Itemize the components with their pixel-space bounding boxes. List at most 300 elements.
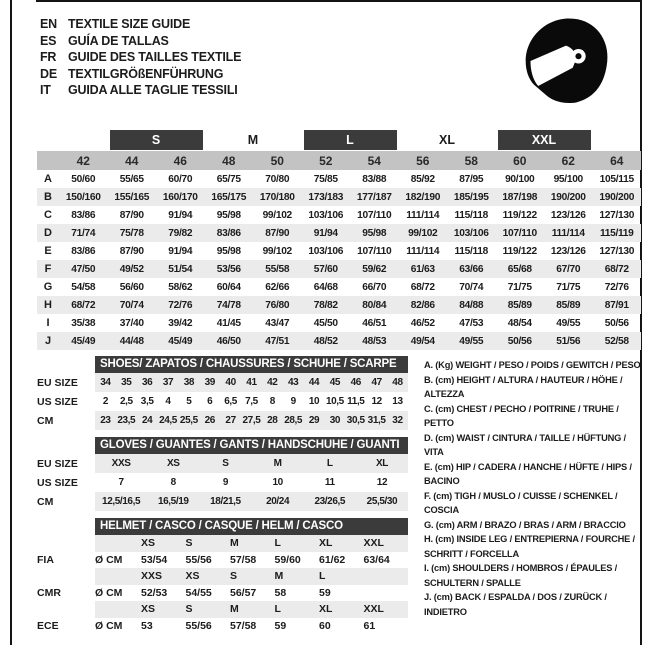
size-cell: 32 — [392, 415, 403, 426]
size-cell: 41 — [246, 377, 257, 388]
measurement-cell: 190/200 — [599, 191, 635, 203]
measurement-cell: 65/68 — [507, 263, 532, 275]
size-cell: 24 — [141, 415, 153, 426]
language-title: GUÍA DE TALLAS — [68, 33, 169, 48]
size-number-cell: 54 — [367, 153, 381, 168]
size-cell: XXS — [111, 458, 131, 469]
row-letter: C — [44, 209, 52, 221]
language-row — [40, 16, 241, 33]
measurement-cell: 57/60 — [313, 263, 338, 275]
measurement-cell: 95/98 — [216, 245, 241, 257]
measurement-cell: 185/195 — [453, 191, 489, 203]
section-rows — [37, 454, 408, 511]
row-letter: H — [44, 299, 52, 311]
size-number-cell: 44 — [125, 153, 139, 168]
row-label: CM — [37, 414, 54, 427]
size-cell: S — [185, 537, 193, 550]
size-cell: XL — [375, 458, 388, 469]
size-cell: 59 — [274, 619, 287, 632]
measurement-cell: 37/40 — [119, 317, 144, 329]
size-cell: 27 — [225, 415, 236, 426]
size-cell: 6,5 — [224, 396, 237, 407]
measurement-cell: 48/53 — [362, 335, 387, 347]
size-cell: 10,5 — [325, 396, 344, 407]
row-letter: B — [44, 191, 52, 203]
measurement-cell: 95/98 — [362, 227, 387, 239]
size-cell: 16,5/19 — [157, 496, 189, 507]
measurement-cell: 85/92 — [410, 173, 435, 185]
measurement-cell: 111/114 — [551, 227, 585, 239]
language-title: GUIDE DES TAILLES TEXTILE — [68, 50, 242, 64]
row-letter: D — [44, 227, 52, 239]
size-number-cell: 56 — [416, 153, 430, 168]
size-cell: 53/54 — [141, 553, 168, 566]
size-cell: 43 — [288, 377, 299, 388]
size-cell: 12,5/16,5 — [102, 496, 141, 507]
size-cell: XXL — [363, 537, 384, 550]
gloves-section-title: GLOVES / GUANTES / GANTS / HANDSCHUHE / GUANTI — [95, 437, 408, 454]
size-cell: XS — [141, 603, 156, 616]
measurement-cell: 45/49 — [168, 335, 193, 347]
size-cell: M — [230, 537, 239, 550]
measurement-cell: 46/52 — [410, 317, 435, 329]
size-cell: 27,5 — [242, 415, 261, 426]
measurement-cell: 47/53 — [459, 317, 484, 329]
measurement-cell: 95/100 — [553, 173, 583, 185]
row-label: US SIZE — [37, 476, 78, 489]
size-cell: 5 — [186, 396, 192, 407]
size-row — [37, 392, 408, 411]
size-cell: 63/64 — [363, 553, 390, 566]
measurement-cell: 51/56 — [556, 335, 581, 347]
size-cell: 2 — [102, 396, 109, 407]
section-rows — [37, 535, 408, 634]
gloves-section — [37, 437, 408, 511]
shoes-section-title: SHOES/ ZAPATOS / CHAUSSURES / SCHUHE / SCARPE — [95, 356, 408, 373]
size-cell: 23,5 — [117, 415, 136, 426]
measurement-cell: 47/51 — [265, 335, 290, 347]
measurement-cell: 182/190 — [405, 191, 441, 203]
measurement-cell: 95/98 — [216, 209, 241, 221]
row-label: ECE — [37, 619, 59, 632]
size-cell: S — [230, 570, 238, 583]
size-cell: 3,5 — [140, 396, 154, 407]
left-border-line — [10, 0, 12, 645]
measurement-cell: 91/94 — [168, 245, 193, 257]
measurement-cell: 160/170 — [162, 191, 198, 203]
measurement-cell: 43/47 — [265, 317, 290, 329]
row-values — [95, 473, 408, 492]
size-cell: 10 — [272, 477, 283, 488]
row-label: EU SIZE — [37, 376, 78, 389]
size-cell: XXL — [363, 603, 384, 616]
size-cell: 47 — [371, 377, 382, 388]
size-number-row — [37, 151, 641, 170]
size-cell: M — [274, 570, 284, 583]
legend-item: C. (cm) CHEST / PECHO / POITRINE / TRUHE / PETTO — [424, 403, 619, 428]
measurement-cell: 44/48 — [119, 335, 144, 347]
measurement-row — [37, 188, 641, 206]
measurement-cell: 75/78 — [119, 227, 144, 239]
legend-item: J. (cm) BACK / ESPALDA / DOS / ZURÜCK / INDIETRO — [424, 592, 607, 617]
size-cell: 8 — [170, 477, 176, 488]
size-cell: 38 — [183, 377, 195, 388]
measurement-cell: 173/183 — [308, 191, 344, 203]
measurement-cell: 155/165 — [114, 191, 150, 203]
size-number-cell: 58 — [464, 153, 478, 168]
measurement-cell: 61/63 — [410, 263, 435, 275]
measurement-cell: 54/58 — [71, 281, 96, 293]
measurement-cell: 72/76 — [168, 299, 193, 311]
measurement-cell: 60/70 — [168, 173, 193, 185]
measurement-cell: 72/76 — [604, 281, 629, 293]
measurement-cell: 91/94 — [313, 227, 338, 239]
size-cell: 45 — [329, 377, 341, 388]
size-cell: 26 — [204, 415, 215, 426]
size-cell: 11,5 — [347, 396, 365, 407]
size-cell: 4 — [165, 396, 171, 407]
top-border-line — [36, 0, 642, 2]
size-cell: 12 — [376, 477, 388, 488]
measurement-row — [37, 224, 641, 242]
measurement-cell: 103/106 — [453, 227, 489, 239]
size-row — [37, 373, 408, 392]
measurement-row — [37, 314, 641, 332]
row-values — [95, 585, 408, 602]
legend-item: H. (cm) INSIDE LEG / ENTREPIERNA / FOURCHE / SCHRITT / FORCELLA — [424, 534, 635, 559]
unit-cell: Ø CM — [95, 553, 123, 566]
measurement-cell: 35/38 — [71, 317, 96, 329]
measurement-cell: 70/74 — [459, 281, 484, 293]
size-cell: 25,5/30 — [366, 496, 398, 507]
measurement-cell: 80/84 — [362, 299, 387, 311]
language-code: ES — [40, 33, 57, 48]
measurement-row — [37, 242, 641, 260]
language-row — [40, 33, 241, 50]
size-cell: 53 — [141, 619, 153, 632]
size-cell: 44 — [308, 377, 320, 388]
measurement-cell: 83/86 — [71, 245, 96, 257]
measurement-cell: 48/52 — [313, 335, 338, 347]
measurement-cell: 111/114 — [406, 209, 440, 221]
size-number-cell: 52 — [319, 153, 333, 168]
measurement-cell: 68/72 — [410, 281, 435, 293]
language-row — [40, 82, 241, 99]
size-cell: 20/24 — [266, 496, 290, 507]
measurement-cell: 70/74 — [119, 299, 144, 311]
size-cell: 61/62 — [319, 553, 346, 566]
measurement-cell: 190/200 — [550, 191, 586, 203]
measurement-cell: 103/106 — [308, 245, 344, 257]
measurement-cell: 91/94 — [168, 209, 193, 221]
helmet-size-row — [37, 568, 408, 585]
helmet-size-row — [37, 618, 408, 635]
size-cell: 34 — [100, 377, 111, 388]
size-cell: 35 — [121, 377, 132, 388]
measurement-cell: 70/80 — [265, 173, 290, 185]
size-cell: XXS — [141, 570, 163, 583]
measurement-cell: 71/74 — [71, 227, 96, 239]
size-cell: 55/56 — [185, 553, 212, 566]
row-values — [95, 552, 408, 569]
language-list — [40, 16, 241, 99]
measurement-cell: 65/75 — [216, 173, 241, 185]
measurement-cell: 83/86 — [216, 227, 241, 239]
size-cell: M — [230, 603, 239, 616]
measurement-cell: 59/62 — [362, 263, 387, 275]
row-label: CM — [37, 495, 54, 508]
size-number-cell: 62 — [561, 153, 575, 168]
size-cell: 55/56 — [185, 619, 212, 632]
row-letter: E — [44, 245, 52, 257]
measurement-cell: 58/62 — [168, 281, 193, 293]
legend-list — [424, 358, 643, 619]
language-code: IT — [40, 83, 51, 97]
measurement-cell: 85/89 — [556, 299, 581, 311]
measurement-cell: 87/90 — [119, 245, 144, 257]
measurement-cell: 111/114 — [406, 245, 440, 257]
row-values — [95, 454, 408, 473]
measurement-cell: 83/86 — [71, 209, 96, 221]
size-number-cell: 46 — [173, 153, 187, 168]
legend-item: E. (cm) HIP / CADERA / HANCHE / HÜFTE / HIPS / BACINO — [424, 461, 632, 486]
size-cell: 58 — [274, 586, 287, 599]
racing-helmet-icon — [516, 14, 616, 110]
size-cell: L — [274, 537, 281, 550]
size-cell: 10 — [308, 396, 320, 407]
measurement-cell: 115/118 — [454, 209, 489, 221]
legend-item: D. (cm) WAIST / CINTURA / TAILLE / HÜFTUNG / VITA — [424, 432, 626, 457]
size-cell: 59 — [319, 586, 331, 599]
main-size-table — [37, 128, 641, 350]
size-cell: XS — [166, 458, 180, 469]
size-row — [37, 492, 408, 511]
measurement-cell: 49/55 — [556, 317, 581, 329]
size-cell: 57/58 — [230, 619, 257, 632]
measurement-cell: 123/126 — [550, 245, 586, 257]
measurement-cell: 75/85 — [313, 173, 338, 185]
size-cell: 36 — [141, 377, 153, 388]
measurement-cell: 60/64 — [216, 281, 241, 293]
measurement-cell: 47/50 — [71, 263, 96, 275]
size-cell: 52/53 — [141, 586, 168, 599]
language-code: EN — [40, 17, 57, 31]
measurement-cell: 127/130 — [599, 209, 635, 221]
row-values — [95, 618, 408, 635]
size-cell: L — [319, 570, 326, 583]
size-cell: 7,5 — [245, 396, 258, 407]
measurement-cell: 177/187 — [356, 191, 392, 203]
size-row — [37, 473, 408, 492]
measurement-cell: 55/65 — [119, 173, 144, 185]
measurement-cell: 103/106 — [308, 209, 344, 221]
measurement-cell: 76/80 — [265, 299, 290, 311]
row-letter: J — [44, 335, 52, 347]
row-letter: A — [44, 173, 52, 185]
size-row — [37, 454, 408, 473]
measurement-cell: 45/49 — [71, 335, 96, 347]
size-cell: 30 — [329, 415, 341, 426]
language-row — [40, 49, 241, 66]
measurement-cell: 45/50 — [313, 317, 338, 329]
measurement-cell: 63/66 — [459, 263, 484, 275]
size-cell: 23 — [100, 415, 111, 426]
unit-cell: Ø CM — [95, 619, 123, 632]
measurement-cell: 99/102 — [408, 227, 438, 239]
size-number-cell: 60 — [513, 153, 527, 168]
measurement-cell: 71/75 — [556, 281, 581, 293]
unit-cell: Ø CM — [95, 586, 123, 599]
measurement-cell: 52/58 — [604, 335, 629, 347]
measurement-cell: 79/82 — [168, 227, 193, 239]
row-values — [95, 601, 408, 618]
measurement-cell: 62/66 — [265, 281, 290, 293]
measurement-row — [37, 296, 641, 314]
row-label — [37, 601, 95, 618]
measurement-cell: 170/180 — [259, 191, 295, 203]
measurement-cell: 46/51 — [362, 317, 387, 329]
size-cell: 8 — [269, 396, 275, 407]
size-cell: S — [185, 603, 193, 616]
size-cell: 23/26,5 — [314, 496, 346, 507]
size-group-row — [37, 128, 641, 151]
size-cell: 61 — [363, 619, 376, 632]
measurement-row — [37, 170, 641, 188]
measurement-cell: 87/91 — [604, 299, 629, 311]
helmet-size-row — [37, 552, 408, 569]
row-letter: G — [43, 281, 53, 293]
size-cell: S — [222, 458, 229, 469]
measurement-cell: 78/82 — [313, 299, 338, 311]
measurement-cell: 39/42 — [168, 317, 193, 329]
size-number-cell: 48 — [222, 153, 236, 168]
legend-item: G. (cm) ARM / BRAZO / BRAS / ARM / BRACCIO — [424, 519, 626, 530]
size-cell: 57/58 — [230, 553, 257, 566]
measurement-cell: 123/126 — [550, 209, 586, 221]
measurement-cell: 71/75 — [507, 281, 532, 293]
row-label — [37, 568, 95, 585]
measurement-row — [37, 332, 641, 350]
measurement-cell: 64/68 — [313, 281, 338, 293]
row-label — [37, 535, 95, 552]
row-values — [95, 392, 408, 411]
measurement-cell: 99/102 — [262, 209, 292, 221]
measurement-cell: 165/175 — [211, 191, 247, 203]
size-cell: L — [274, 603, 281, 616]
measurement-cell: 115/118 — [454, 245, 489, 257]
row-values — [95, 492, 408, 511]
helmet-size-row — [37, 585, 408, 602]
measurement-cell: 115/119 — [599, 227, 634, 239]
language-code: DE — [40, 66, 57, 81]
size-cell: 9 — [222, 477, 229, 488]
language-title: TEXTILE SIZE GUIDE — [68, 17, 191, 31]
measurement-cell: 107/110 — [357, 245, 392, 257]
legend-item: B. (cm) HEIGHT / ALTURA / HAUTEUR / HÖHE / ALTEZZA — [424, 374, 623, 399]
size-cell: 12 — [371, 396, 382, 407]
size-cell: 13 — [392, 396, 403, 407]
size-cell: 24,5 — [159, 415, 177, 426]
size-cell: XS — [141, 537, 156, 550]
measurement-cell: 50/56 — [507, 335, 532, 347]
measurement-cell: 56/60 — [119, 281, 144, 293]
size-cell: 39 — [204, 377, 215, 388]
size-cell: 59/60 — [274, 553, 301, 566]
section-rows — [37, 373, 408, 430]
measurement-cell: 49/55 — [459, 335, 484, 347]
legend-item: A. (Kg) WEIGHT / PESO / POIDS / GEWITCH / PESO — [424, 360, 641, 370]
row-label: FIA — [37, 553, 54, 566]
measurement-cell: 119/122 — [502, 245, 537, 257]
measurement-cell: 87/90 — [265, 227, 290, 239]
language-code: FR — [40, 50, 57, 64]
legend-item: F. (cm) TIGH / MUSLO / CUISSE / SCHENKEL / COSCIA — [424, 490, 618, 515]
row-values — [95, 411, 408, 430]
size-cell: 46 — [350, 377, 361, 388]
row-label: CMR — [37, 586, 61, 599]
measurement-cell: 107/110 — [502, 227, 537, 239]
size-cell: 37 — [162, 377, 174, 388]
measurement-cell: 41/45 — [216, 317, 241, 329]
measurement-cell: 90/100 — [505, 173, 535, 185]
measurement-cell: 87/95 — [459, 173, 484, 185]
size-number-cell: 64 — [610, 153, 624, 168]
size-cell: 25,5 — [179, 415, 198, 426]
measurement-cell: 50/60 — [71, 173, 96, 185]
measurement-cell: 48/54 — [507, 317, 532, 329]
size-group-label: M — [247, 132, 259, 147]
size-cell: 2,5 — [119, 396, 133, 407]
measurement-cell: 150/160 — [65, 191, 101, 203]
size-cell: 42 — [267, 377, 278, 388]
measurement-cell: 87/90 — [119, 209, 144, 221]
size-cell: 31,5 — [367, 415, 386, 426]
language-title: GUIDA ALLE TAGLIE TESSILI — [68, 83, 238, 97]
size-row — [37, 411, 408, 430]
size-cell: 29 — [308, 415, 320, 426]
size-group-box: XXL — [498, 130, 591, 150]
measurement-cell: 187/198 — [502, 191, 538, 203]
size-cell: M — [273, 458, 282, 469]
measurement-cell: 46/50 — [216, 335, 241, 347]
helmet-section — [37, 518, 408, 634]
measurement-cell: 82/86 — [410, 299, 435, 311]
helmet-size-row — [37, 601, 408, 618]
measurement-cell: 99/102 — [262, 245, 292, 257]
language-title: TEXTILGRÖßENFÜHRUNG — [68, 66, 224, 81]
size-cell: 9 — [290, 396, 296, 407]
size-cell: 6 — [207, 396, 213, 407]
helmet-size-row — [37, 535, 408, 552]
language-row — [40, 66, 241, 83]
size-cell: 40 — [225, 377, 236, 388]
row-label: EU SIZE — [37, 457, 78, 470]
helmet-section-title: HELMET / CASCO / CASQUE / HELM / CASCO — [95, 518, 408, 535]
measurement-cell: 55/58 — [265, 263, 290, 275]
shoes-section — [37, 356, 408, 430]
size-number-cell: 50 — [270, 153, 284, 168]
size-cell: L — [326, 458, 333, 469]
row-values — [95, 568, 408, 585]
size-cell: 28,5 — [284, 415, 303, 426]
row-values — [95, 373, 408, 392]
size-cell: 60 — [319, 619, 331, 632]
size-group-box: L — [304, 130, 397, 150]
row-label: US SIZE — [37, 395, 78, 408]
measurement-cell: 107/110 — [357, 209, 392, 221]
measurement-cell: 49/52 — [119, 263, 144, 275]
size-cell: 48 — [392, 377, 403, 388]
